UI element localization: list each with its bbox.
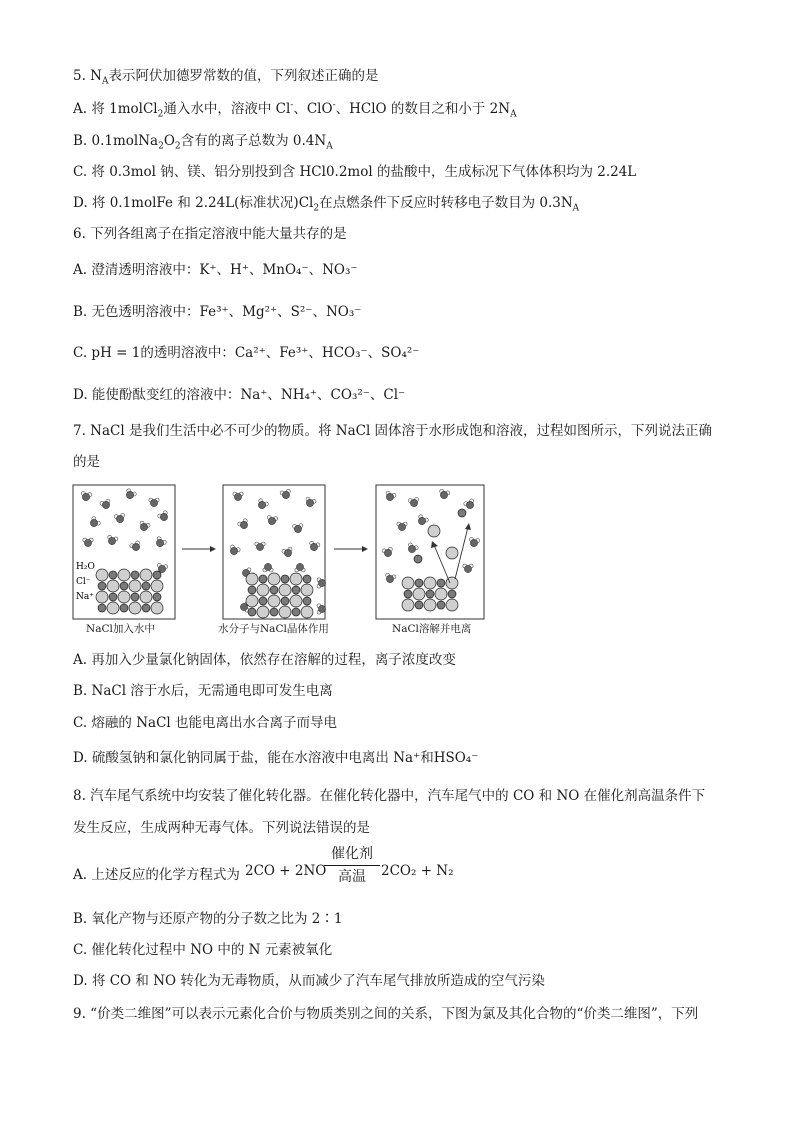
chloride-ion [96,591,108,603]
nacl-dissolution-figure [72,483,492,643]
sodium-ion [270,608,278,616]
water-molecule [80,491,92,501]
release-arrow-1-head [431,541,438,548]
q7-option-d: D. 硫酸氢钠和氯化钠同属于盐，能在水溶液中电离出 Na⁺和HSO₄⁻ [73,750,479,766]
sodium-ion [98,582,106,590]
chloride-ion [140,591,152,603]
equation-rhs: 2CO₂ + N₂ [381,863,454,879]
q8-stem-line1: 8. 汽车尾气系统中均安装了催化转化器。在催化转化器中，汽车尾气中的 CO 和 NO 在催化剂高温条件下 [73,788,706,804]
water-molecule [129,540,142,552]
water-molecule [124,488,137,501]
chloride-ion [402,599,414,611]
sodium-ion [303,575,311,583]
sodium-ion [281,575,289,583]
chloride-ion [279,584,291,596]
water-molecule [463,564,473,573]
sodium-ion [415,601,423,609]
water-molecule [256,498,269,511]
sodium-ion [292,586,300,594]
q6-c-ions: Ca²⁺、Fe³⁺、HCO₃⁻、SO₄²⁻ [234,345,420,361]
chloride-ion [428,525,440,537]
hso4-ion: HSO₄⁻ [433,750,479,766]
water-molecule [317,604,326,614]
water-molecule [266,515,278,525]
q9-stem: 9. “价类二维图”可以表示元素化合价与物质类别之间的关系，下图为氯及其化合物的“价类二维图”，下列 [73,1006,699,1022]
sodium-ion [248,586,256,594]
q6-option-c: C. pH = 1的透明溶液中：Ca²⁺、Fe³⁺、HCO₃⁻、SO₄²⁻ [73,345,420,361]
sodium-ion [292,608,300,616]
chloride-ion [279,606,291,618]
water-molecule [416,514,429,527]
q6-b-ions: Fe³⁺、Mg²⁺、S²⁻、NO₃⁻ [199,304,362,320]
chloride-ion [129,602,141,614]
sodium-ion [131,571,139,579]
water-molecule [157,510,170,523]
q5-stem: 5. $N_A$表示阿伏加德罗常数的值，下列叙述正确的是 [73,68,379,87]
chloride-ion [96,569,108,581]
sodium-ion [458,509,466,517]
sodium-ion [426,590,434,598]
water-molecule [281,547,294,559]
reaction-condition: 催化剂 高温 [324,845,380,886]
caption-panel-1: NaCl加入水中 [86,623,155,635]
caption-panel-3: NaCl溶解并电离 [392,623,472,635]
arrow-1-head [210,546,216,552]
water-molecule [292,524,303,533]
water-molecule [99,499,112,511]
sodium-ion [415,579,423,587]
chloride-ion [424,577,436,589]
q8-option-b: B. 氧化产物与还原产物的分子数之比为 2∶1 [73,911,343,927]
chloride-ion [107,602,119,614]
sodium-ion [153,593,161,601]
dissolution-diagram [72,483,492,623]
q6-stem: 6. 下列各组离子在指定溶液中能大量共存的是 [73,226,347,242]
water-molecule [233,492,243,501]
water-molecule [317,578,326,588]
q6-a-ions: K⁺、H⁺、MnO₄⁻、NO₃⁻ [199,262,358,278]
chloride-ion [257,584,269,596]
sodium-ion [142,604,150,612]
sodium-ion [120,604,128,612]
sodium-ion [259,597,267,605]
water-molecule [114,513,126,523]
chloride-ion [129,580,141,592]
water-molecule [280,489,292,500]
sodium-ion [259,575,267,583]
sodium-ion [248,608,256,616]
reaction-arrow-line [324,865,380,866]
sodium-ion [153,571,161,579]
water-molecule [138,521,151,533]
q8-option-c: C. 催化转化过程中 NO 中的 N 元素被氧化 [73,942,333,958]
label-na: Na⁺ [76,592,94,602]
chloride-ion [118,569,130,581]
q7-stem-line2: 的是 [73,454,100,470]
chloride-ion [402,577,414,589]
water-molecule [263,563,273,572]
sodium-ion [414,555,422,563]
sodium-ion [437,601,445,609]
water-molecule [255,542,265,551]
sodium-ion [98,604,106,612]
water-molecule [408,497,420,507]
chloride-ion [446,547,458,559]
water-molecule [463,498,476,510]
water-molecule [295,563,305,572]
chloride-ion [151,580,163,592]
q8-option-d: D. 将 CO 和 NO 转化为无毒物质，从而减少了汽车尾气排放所造成的空气污染 [73,973,545,989]
water-molecule [384,573,396,584]
q6-d-ions: Na⁺、NH₄⁺、CO₃²⁻、Cl⁻ [240,387,406,403]
q7-stem-line1: 7. NaCl 是我们生活中必不可少的物质。将 NaCl 固体溶于水形成饱和溶液，过程如图所示，下列说法正确 [73,423,713,439]
chloride-ion [446,599,458,611]
water-molecule [83,538,93,547]
label-cl: Cl⁻ [76,577,91,587]
q7-option-a: A. 再加入少量氯化钠固体，依然存在溶解的过程，离子浓度改变 [73,652,456,668]
water-molecule [384,491,397,503]
chloride-ion [435,588,447,600]
crystal-ions [96,509,466,618]
q6-option-d: D. 能使酚酞变红的溶液中：Na⁺、NH₄⁺、CO₃²⁻、Cl⁻ [73,387,406,403]
q5-option-c: C. 将 0.3mol 钠、镁、铝分别投到含 HCl0.2mol 的盐酸中，生成标况下气体体积均为 2.24L [73,164,637,180]
chloride-ion [268,595,280,607]
q5-option-d: D. 将 0.1molFe 和 2.24L(标准状况)$Cl_2$在点燃条件下反应时转移电子数目为 $0.3N_A$ [73,195,580,214]
chloride-ion [140,569,152,581]
q6-option-b: B. 无色透明溶液中：Fe³⁺、Mg²⁺、S²⁻、NO₃⁻ [73,304,362,320]
chloride-ion [246,573,258,585]
q6-option-a: A. 澄清透明溶液中：K⁺、H⁺、MnO₄⁻、NO₃⁻ [73,262,358,278]
water-molecule [228,544,241,556]
q7-option-b: B. NaCl 溶于水后，无需通电即可发生电离 [73,683,333,699]
chloride-ion [301,584,313,596]
water-molecule [308,541,320,552]
water-molecule [397,522,407,531]
chloride-ion [290,595,302,607]
chloride-ion [424,599,436,611]
q5-option-a: A. 将 1molCl$_2$通入水中，溶液中 Cl-、ClO-、HClO 的数目之和小于 $2N_A$ [73,100,517,120]
water-molecule [149,498,159,507]
chloride-ion [151,602,163,614]
water-molecule [438,489,450,500]
water-molecule [154,536,167,549]
chloride-ion [301,606,313,618]
chloride-ion [413,588,425,600]
sodium-ion [142,582,150,590]
chloride-ion [257,606,269,618]
sodium-ion [281,597,289,605]
sodium-ion [448,590,456,598]
chloride-ion [118,591,130,603]
water-molecule [406,542,419,554]
water-molecule [304,497,317,509]
q7-option-c: C. 熔融的 NaCl 也能电离出水合离子而导电 [73,715,338,731]
water-molecule [88,516,101,529]
chloride-ion [107,580,119,592]
sodium-ion [437,579,445,587]
water-molecule [237,518,250,531]
water-molecule [382,547,394,558]
sodium-ion [131,593,139,601]
water-molecule [106,535,118,546]
label-h2o: H₂O [76,562,95,572]
water-molecule [468,537,480,547]
chloride-ion [290,573,302,585]
release-arrow-2-head [465,523,471,530]
q8-option-a: A. 上述反应的化学方程式为 2CO + 2NO 催化剂 高温 2CO₂ + N₂ [73,846,454,885]
equation-lhs: 2CO + 2NO [245,863,327,879]
caption-panel-2: 水分子与NaCl晶体作用 [218,623,329,635]
sodium-ion [109,593,117,601]
sodium-ion [303,597,311,605]
chloride-ion [246,595,258,607]
sodium-ion [109,571,117,579]
q5-option-b: B. $0.1molNa_2O_2$含有的离子总数为 $0.4N_A$ [73,133,333,152]
arrow-2-head [362,546,368,552]
chloride-ion [268,573,280,585]
q8-stem-line2: 发生反应，生成两种无毒气体。下列说法错误的是 [73,820,370,836]
sodium-ion [404,590,412,598]
sodium-ion [270,586,278,594]
sodium-ion [120,582,128,590]
